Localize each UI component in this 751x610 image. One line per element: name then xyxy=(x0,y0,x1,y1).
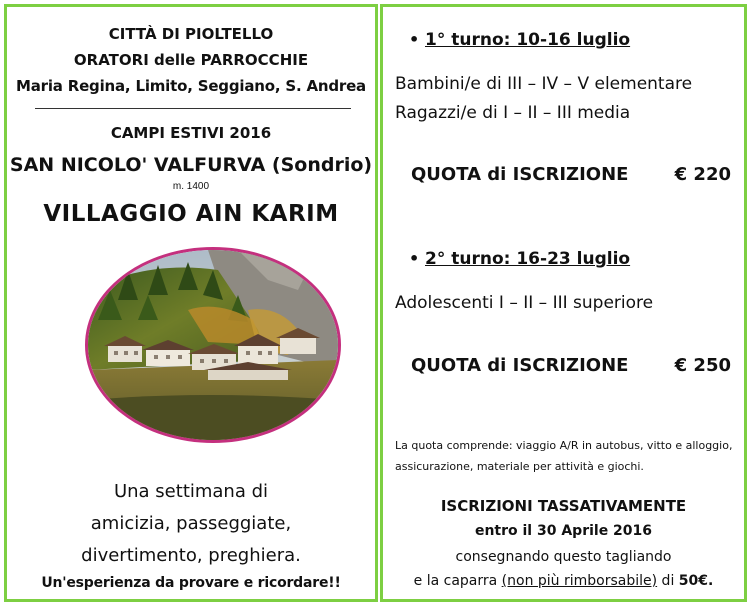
city-title: CITTÀ DI PIOLTELLO xyxy=(108,25,274,43)
parishes-list: Maria Regina, Limito, Seggiano, S. Andrea xyxy=(16,77,366,95)
includes-line-1: La quota comprende: viaggio A/R in autobus, vitto e alloggio, xyxy=(395,439,733,452)
registration-heading: ISCRIZIONI TASSATIVAMENTE xyxy=(440,497,687,515)
turno-1-group-1: Bambini/e di III – IV – V elementare xyxy=(395,74,693,94)
deposit-mid: di xyxy=(657,573,679,589)
divider xyxy=(35,108,351,109)
turno-2-heading xyxy=(409,249,630,269)
deposit-amount: 50€. xyxy=(678,573,714,589)
camp-heading: CAMPI ESTIVI 2016 xyxy=(110,124,272,142)
village-name: VILLAGGIO AIN KARIM xyxy=(43,201,339,227)
right-panel xyxy=(380,4,747,602)
left-panel xyxy=(4,4,378,602)
includes-note xyxy=(395,435,745,477)
registration-deadline: entro il 30 Aprile 2016 xyxy=(474,523,653,539)
turno-1-group-2: Ragazzi/e di I – II – III media xyxy=(395,103,631,123)
quota-1-price: € 220 xyxy=(674,164,731,185)
quota-1-label: QUOTA di ISCRIZIONE xyxy=(411,164,629,185)
tagline-line-1: Una settimana di xyxy=(113,481,269,502)
registration-deposit xyxy=(383,573,744,589)
altitude: m. 1400 xyxy=(172,181,210,192)
tagline-line-2: amicizia, passeggiate, xyxy=(90,513,292,534)
registration-instruction: consegnando questo tagliando xyxy=(455,549,672,565)
camp-location: SAN NICOLO' VALFURVA (Sondrio) xyxy=(9,154,373,176)
turno-2-group-1: Adolescenti I – II – III superiore xyxy=(395,293,654,313)
oratori-title: ORATORI delle PARROCCHIE xyxy=(73,51,309,69)
bullet-icon: • xyxy=(409,30,420,49)
turno-1-label: 1° turno: 10-16 luglio xyxy=(425,30,631,50)
turno-1-heading xyxy=(409,30,630,50)
village-photo xyxy=(85,247,341,443)
quota-2-price: € 250 xyxy=(674,355,731,376)
includes-line-2: assicurazione, materiale per attività e giochi. xyxy=(395,460,644,473)
deposit-nonrefundable: (non più rimborsabile) xyxy=(501,573,658,589)
tagline-line-3: divertimento, preghiera. xyxy=(81,545,301,566)
experience-slogan: Un'esperienza da provare e ricordare!! xyxy=(41,575,341,591)
bullet-icon: • xyxy=(409,249,420,268)
quota-2-label: QUOTA di ISCRIZIONE xyxy=(411,355,629,376)
turno-2-label: 2° turno: 16-23 luglio xyxy=(425,249,631,269)
deposit-pre: e la caparra xyxy=(413,573,502,589)
